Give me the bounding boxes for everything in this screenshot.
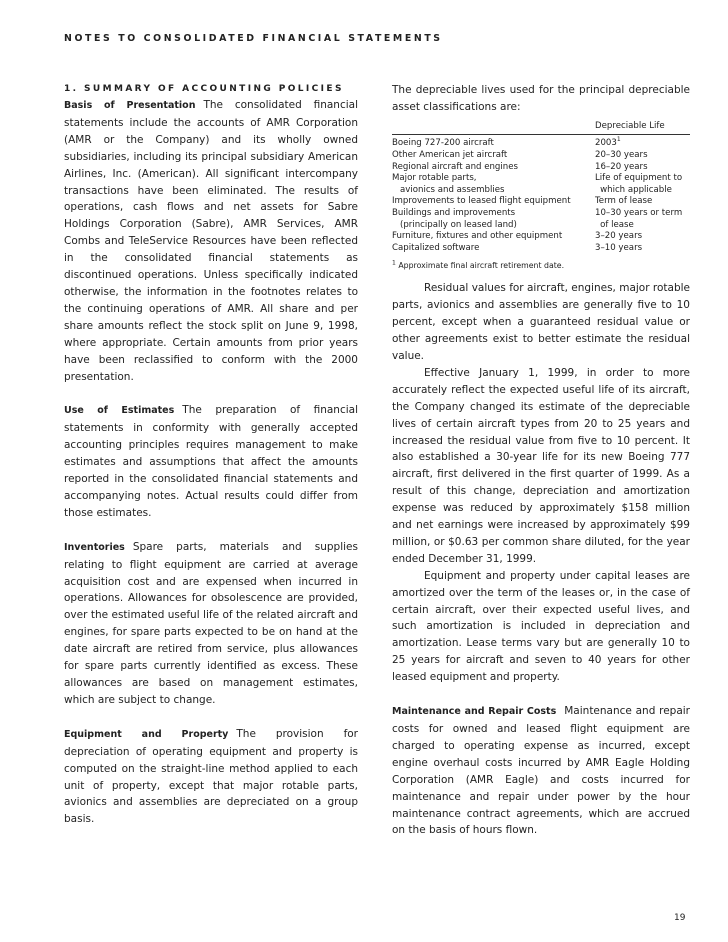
page-number: 19 bbox=[674, 913, 686, 923]
basis-of-presentation-text: The consolidated financial statements include the accounts of AMR Corporation (AMR or the Company) and its wholly owned subsidiaries, including its principal subsidiary American Airlines, Inc. (American). All significant intercompany transactions have been eliminated. The results of operations, cash flows and net assets for Sabre Holdings Corporation (Sabre), AMR Services, AMR Combs and TeleService Resources have been reflected in the consolidated financial statements as discontinued operations. Unless specifically indicated otherwise, the information in the footnotes relates to the continuing operations of AMR. All share and per share amounts reflect the stock split on June 9, 1998, where appropriate. Certain amounts from prior years have been reclassified to conform with the 2000 presentation. bbox=[64, 99, 359, 383]
inventories-text: Spare parts, materials and supplies relating to flight equipment are carried at average acquisition cost and are expensed when incurred in operations. Allowances for obsolescence are provided, over the estimated useful life of the related aircraft and engines, for spare parts expected to be on hand at the date aircraft are retired from service, plus allowances for spare parts currently identified as excess. These allowances are based on management estimates, which are subject to change. bbox=[64, 540, 358, 706]
depreciable-life: 3–20 years bbox=[595, 231, 643, 242]
table-row bbox=[392, 208, 690, 220]
table-row bbox=[392, 185, 690, 197]
footnote-number: 1 bbox=[392, 259, 396, 267]
footnote-text: Approximate final aircraft retirement date. bbox=[398, 261, 565, 271]
page-header: NOTES TO CONSOLIDATED FINANCIAL STATEMENTS bbox=[64, 33, 443, 44]
table-row bbox=[392, 138, 690, 150]
asset-class: Regional aircraft and engines bbox=[392, 161, 518, 172]
depreciable-life: of lease bbox=[600, 219, 634, 230]
asset-class: Buildings and improvements bbox=[392, 207, 516, 218]
asset-class: Major rotable parts, bbox=[392, 173, 477, 184]
depreciable-life: which applicable bbox=[600, 184, 672, 195]
maintenance-repair-paragraph bbox=[392, 703, 690, 839]
footnote-marker: 1 bbox=[616, 136, 621, 144]
inventories-heading: Inventories bbox=[64, 541, 125, 553]
asset-class: avionics and assemblies bbox=[400, 184, 505, 195]
use-of-estimates-paragraph bbox=[64, 402, 358, 521]
depreciable-life: 10–30 years or term bbox=[595, 207, 683, 218]
asset-class: Furniture, fixtures and other equipment bbox=[392, 231, 563, 242]
section-title: 1. SUMMARY OF ACCOUNTING POLICIES bbox=[64, 84, 344, 94]
equipment-property-text: The provision for depreciation of operating equipment and property is computed on the straight-line method applied to each unit of property, except that major rotable parts, avionics and assemblies are depreciated on a group basis. bbox=[64, 727, 359, 826]
basis-of-presentation-paragraph bbox=[64, 97, 358, 385]
equipment-property-paragraph bbox=[64, 726, 358, 828]
depreciable-life: 20–30 years bbox=[595, 150, 648, 160]
maintenance-repair-text: Maintenance and repair costs for owned and leased flight equipment are charged to operating expense as incurred, except engine overhaul costs incurred by AMR Eagle Holding Corporation (AMR Eagle) and costs incurred for maintenance and repair under power by the hour maintenance contract agreements, which are accrued on the basis of hours flown. bbox=[392, 705, 690, 837]
table-row bbox=[392, 196, 690, 208]
maintenance-repair-heading: Maintenance and Repair Costs bbox=[392, 706, 557, 718]
depreciable-life: 16–20 years bbox=[595, 161, 648, 172]
table-header bbox=[392, 121, 690, 136]
capital-leases-paragraph: Equipment and property under capital leases are amortized over the term of the leases or, in the case of certain aircraft, over their expected useful lives, and such amortization is included in depreciation and amortization. Lease terms vary but are generally 10 to 25 years for aircraft and seven to 40 years for other leased equipment and property. bbox=[392, 569, 690, 684]
asset-class: Capitalized software bbox=[392, 242, 480, 253]
use-of-estimates-heading: Use of Estimates bbox=[64, 405, 175, 417]
depreciable-life: Life of equipment to bbox=[595, 173, 683, 184]
depreciable-life: 2003$^1$ bbox=[595, 136, 621, 149]
table-row bbox=[392, 231, 690, 243]
depreciable-lives-table bbox=[392, 121, 690, 255]
inventories-paragraph bbox=[64, 539, 358, 709]
table-row bbox=[392, 173, 690, 185]
use-of-estimates-text: The preparation of financial statements in conformity with generally accepted accounting principles requires management to make estimates and assumptions that affect the amounts reported in the consolidated financial statements and accompanying notes. Actual results could differ from those estimates. bbox=[64, 404, 358, 519]
depreciable-life: Term of lease bbox=[595, 196, 653, 207]
estimate-change-paragraph: Effective January 1, 1999, in order to more accurately reflect the expected useful life of its aircraft, the Company changed its estimate of the depreciable lives of certain aircraft types from 20 to 25 years and increased the residual value from five to 10 percent. It also established a 30-year life for its new Boeing 777 aircraft, first delivered in the first quarter of 1999. As a result of this change, depreciation and amortization expense was reduced by approximately $158 million and net earnings were increased by approximately $99 million, or $0.63 per common share diluted, for the year ended December 31, 1999. bbox=[392, 366, 690, 565]
asset-class: Other American jet aircraft bbox=[392, 150, 508, 160]
asset-class: (principally on leased land) bbox=[400, 219, 517, 230]
depreciable-lives-intro: The depreciable lives used for the principal depreciable asset classifications are: bbox=[392, 84, 690, 113]
residual-values-paragraph: Residual values for aircraft, engines, major rotable parts, avionics and assemblies are generally five to 10 percent, except when a guaranteed residual value or other agreements exist to better estimate the residual value. bbox=[392, 282, 690, 362]
table-row bbox=[392, 220, 690, 232]
basis-of-presentation-heading: Basis of Presentation bbox=[64, 100, 196, 111]
table-row bbox=[392, 162, 690, 174]
depreciable-life: 3–10 years bbox=[595, 242, 643, 253]
table-row bbox=[392, 150, 690, 162]
asset-class: Boeing 727-200 aircraft bbox=[392, 138, 494, 149]
right-column bbox=[392, 82, 690, 839]
asset-class: Improvements to leased flight equipment bbox=[392, 196, 571, 207]
table-row bbox=[392, 243, 690, 255]
left-column bbox=[64, 82, 358, 828]
equipment-property-heading: Equipment and Property bbox=[64, 728, 229, 740]
depreciable-life-column-header: Depreciable Life bbox=[595, 120, 665, 131]
table-footnote bbox=[392, 260, 690, 271]
